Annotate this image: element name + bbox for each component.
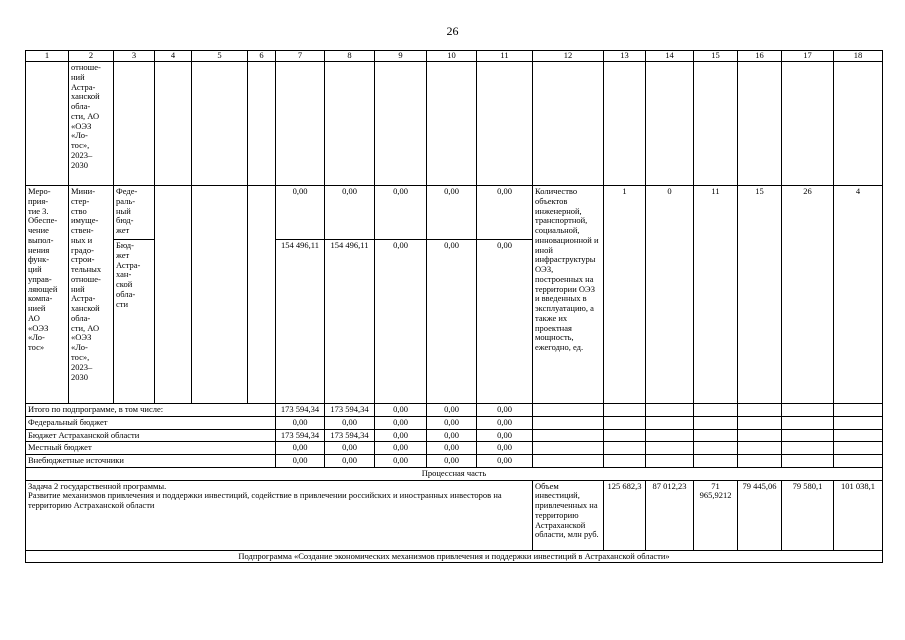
value-cell: 173 594,34 <box>325 429 375 442</box>
empty-cell <box>834 416 883 429</box>
value-cell: 0,00 <box>427 404 477 417</box>
value-cell: 0,00 <box>427 240 477 404</box>
measure-executor: Мини- стер- ство имуще- ствен- ных и градо- строи- тельных отноше- ний Астра- ханской обла- сти, АО «ОЭЗ «Ло- тос», 2023– 2030 <box>69 186 114 404</box>
indicator-cell: Количество объектов инженерной, транспортной, социальной, инновационной и иной инфраструктуры ОЭЗ, построенных на территории ОЭЗ и введенных в эксплуатацию, а также их проектная мощность, ежегодно, ед. <box>533 186 604 404</box>
empty-cell <box>834 404 883 417</box>
empty-cell <box>738 404 782 417</box>
empty-cell <box>646 442 694 455</box>
total-row <box>26 416 883 429</box>
value-cell: 0,00 <box>477 404 533 417</box>
executor-cell: отноше- ний Астра- ханской обла- сти, АО «ОЭЗ «Ло- тос», 2023– 2030 <box>69 62 114 186</box>
value-cell: 0,00 <box>477 429 533 442</box>
empty-cell <box>694 442 738 455</box>
total-label: Бюджет Астраханской области <box>26 429 276 442</box>
total-label: Внебюджетные источники <box>26 455 276 468</box>
header-cell: 10 <box>427 51 477 62</box>
total-row <box>26 404 883 417</box>
header-cell: 8 <box>325 51 375 62</box>
empty-cell <box>604 429 646 442</box>
header-cell: 9 <box>375 51 427 62</box>
value-cell: 0,00 <box>325 416 375 429</box>
header-cell: 3 <box>114 51 155 62</box>
empty-cell <box>604 416 646 429</box>
value-cell: 0,00 <box>477 186 533 240</box>
value-cell: 0,00 <box>375 240 427 404</box>
empty-cell <box>646 455 694 468</box>
header-cell: 2 <box>69 51 114 62</box>
value-cell: 0,00 <box>477 416 533 429</box>
value-cell: 0,00 <box>427 442 477 455</box>
header-cell: 14 <box>646 51 694 62</box>
task-row <box>26 480 883 550</box>
total-row <box>26 455 883 468</box>
empty-cell <box>604 455 646 468</box>
empty-cell <box>738 416 782 429</box>
value-cell: 0,00 <box>276 455 325 468</box>
target-cell: 4 <box>834 186 883 404</box>
value-cell: 154 496,11 <box>325 240 375 404</box>
continuation-row <box>26 62 883 186</box>
target-cell: 26 <box>782 186 834 404</box>
header-cell: 5 <box>192 51 248 62</box>
empty-cell <box>533 455 604 468</box>
value-cell: 173 594,34 <box>325 404 375 417</box>
empty-cell <box>155 62 192 186</box>
value-cell: 0,00 <box>276 186 325 240</box>
value-cell: 0,00 <box>427 416 477 429</box>
total-row <box>26 429 883 442</box>
measure3-row-federal <box>26 186 883 240</box>
value-cell: 0,00 <box>477 442 533 455</box>
empty-cell <box>694 62 738 186</box>
target-cell: 1 <box>604 186 646 404</box>
value-cell: 0,00 <box>276 416 325 429</box>
header-cell: 12 <box>533 51 604 62</box>
section-row <box>26 467 883 480</box>
empty-cell <box>276 62 325 186</box>
target-cell: 101 038,1 <box>834 480 883 550</box>
empty-cell <box>694 455 738 468</box>
total-label: Итого по подпрограмме, в том числе: <box>26 404 276 417</box>
program-table <box>25 50 883 563</box>
empty-cell <box>694 429 738 442</box>
subprogram-row <box>26 550 883 563</box>
value-cell: 0,00 <box>375 186 427 240</box>
empty-cell <box>782 455 834 468</box>
value-cell: 0,00 <box>325 186 375 240</box>
value-cell: 0,00 <box>325 455 375 468</box>
task-indicator: Объем инвестиций, привлеченных на территорию Астраханской области, млн руб. <box>533 480 604 550</box>
empty-cell <box>375 62 427 186</box>
empty-cell <box>533 416 604 429</box>
total-label: Местный бюджет <box>26 442 276 455</box>
empty-cell <box>834 442 883 455</box>
empty-cell <box>834 62 883 186</box>
empty-cell <box>192 186 248 404</box>
empty-cell <box>533 429 604 442</box>
funding-source: Феде- раль- ный бюд- жет <box>114 186 155 240</box>
header-row <box>26 51 883 62</box>
value-cell: 0,00 <box>427 186 477 240</box>
measure-name: Меро- прия- тие 3. Обеспе- чение выпол- нения функ- ций управ- ляющей компа- нией АО «ОЭЗ «Ло- тос» <box>26 186 69 404</box>
value-cell: 154 496,11 <box>276 240 325 404</box>
value-cell: 0,00 <box>375 442 427 455</box>
value-cell: 0,00 <box>276 442 325 455</box>
empty-cell <box>646 404 694 417</box>
empty-cell <box>834 455 883 468</box>
empty-cell <box>604 62 646 186</box>
empty-cell <box>738 429 782 442</box>
value-cell: 0,00 <box>427 429 477 442</box>
empty-cell <box>782 404 834 417</box>
empty-cell <box>427 62 477 186</box>
empty-cell <box>646 416 694 429</box>
empty-cell <box>694 416 738 429</box>
empty-cell <box>26 62 69 186</box>
empty-cell <box>533 404 604 417</box>
target-cell: 87 012,23 <box>646 480 694 550</box>
empty-cell <box>192 62 248 186</box>
header-cell: 16 <box>738 51 782 62</box>
header-cell: 11 <box>477 51 533 62</box>
task-description: Задача 2 государственной программы. Развитие механизмов привлечения и поддержки инвестиций, содействие в привлечении российских и иностранных инвесторов на территорию Астраханской области <box>26 480 533 550</box>
empty-cell <box>533 442 604 455</box>
empty-cell <box>782 416 834 429</box>
target-cell: 79 445,06 <box>738 480 782 550</box>
header-cell: 17 <box>782 51 834 62</box>
empty-cell <box>477 62 533 186</box>
value-cell: 0,00 <box>427 455 477 468</box>
header-cell: 1 <box>26 51 69 62</box>
empty-cell <box>155 186 192 404</box>
value-cell: 0,00 <box>325 442 375 455</box>
funding-source: Бюд- жет Астра- хан- ской обла- сти <box>114 240 155 404</box>
empty-cell <box>782 62 834 186</box>
value-cell: 0,00 <box>375 455 427 468</box>
target-cell: 15 <box>738 186 782 404</box>
empty-cell <box>694 404 738 417</box>
empty-cell <box>604 442 646 455</box>
subprogram-title: Подпрограмма «Создание экономических механизмов привлечения и поддержки инвестиций в Астраханской области» <box>26 550 883 563</box>
empty-cell <box>738 455 782 468</box>
target-cell: 71 965,9212 <box>694 480 738 550</box>
total-row <box>26 442 883 455</box>
empty-cell <box>248 62 276 186</box>
empty-cell <box>782 442 834 455</box>
value-cell: 0,00 <box>477 240 533 404</box>
empty-cell <box>738 442 782 455</box>
total-label: Федеральный бюджет <box>26 416 276 429</box>
value-cell: 0,00 <box>477 455 533 468</box>
empty-cell <box>782 429 834 442</box>
value-cell: 173 594,34 <box>276 429 325 442</box>
value-cell: 0,00 <box>375 416 427 429</box>
target-cell: 0 <box>646 186 694 404</box>
target-cell: 11 <box>694 186 738 404</box>
empty-cell <box>533 62 604 186</box>
header-cell: 7 <box>276 51 325 62</box>
value-cell: 0,00 <box>375 429 427 442</box>
empty-cell <box>114 62 155 186</box>
empty-cell <box>604 404 646 417</box>
empty-cell <box>834 429 883 442</box>
empty-cell <box>325 62 375 186</box>
empty-cell <box>646 62 694 186</box>
header-cell: 4 <box>155 51 192 62</box>
header-cell: 18 <box>834 51 883 62</box>
target-cell: 125 682,3 <box>604 480 646 550</box>
header-cell: 6 <box>248 51 276 62</box>
section-title: Процессная часть <box>26 467 883 480</box>
header-cell: 15 <box>694 51 738 62</box>
target-cell: 79 580,1 <box>782 480 834 550</box>
value-cell: 173 594,34 <box>276 404 325 417</box>
value-cell: 0,00 <box>375 404 427 417</box>
empty-cell <box>248 186 276 404</box>
page-number: 26 <box>446 24 459 38</box>
empty-cell <box>738 62 782 186</box>
header-cell: 13 <box>604 51 646 62</box>
empty-cell <box>646 429 694 442</box>
